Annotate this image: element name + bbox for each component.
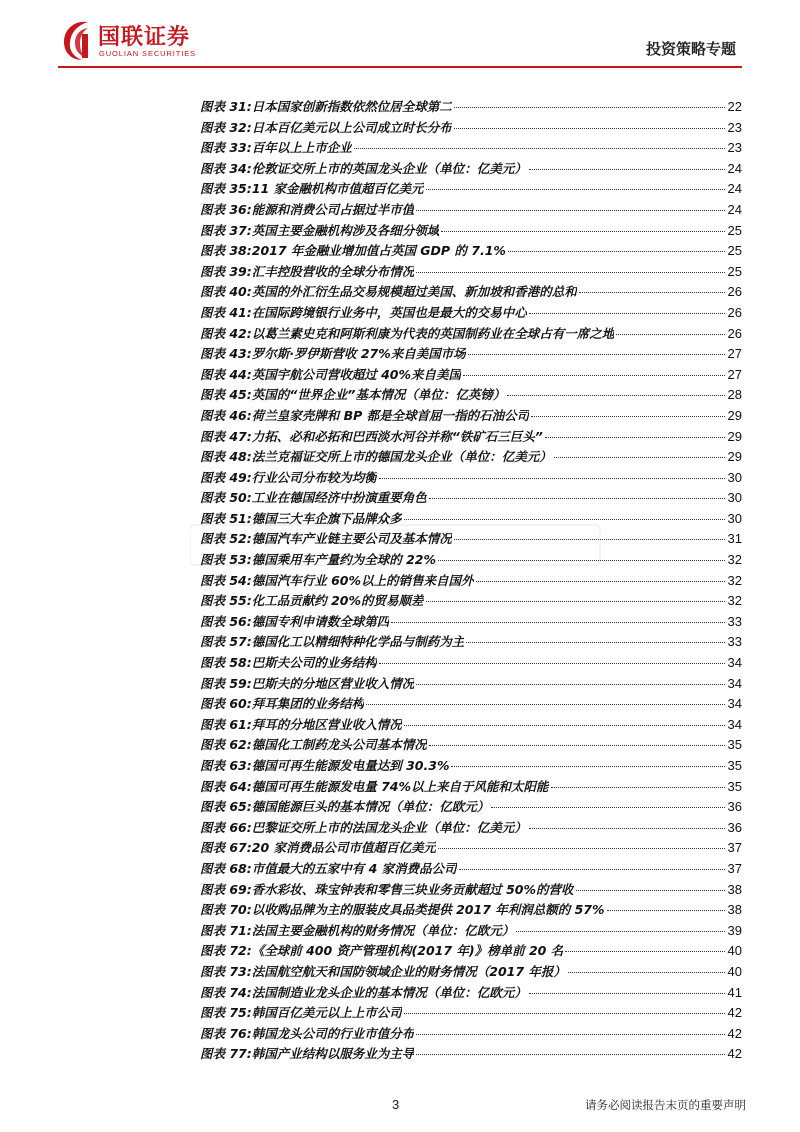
toc-entry-page: 36 (727, 799, 742, 815)
toc-entry[interactable] (200, 694, 742, 715)
toc-entry[interactable] (200, 303, 742, 324)
toc-entry[interactable] (200, 221, 742, 242)
toc-entry-label: 图表 72: (200, 943, 252, 959)
toc-dot-leader (545, 437, 725, 438)
toc-entry[interactable] (200, 427, 742, 448)
toc-entry-page: 32 (727, 572, 742, 588)
toc-entry[interactable] (200, 282, 742, 303)
toc-entry-page: 26 (727, 284, 742, 300)
toc-entry-title: 德国专利申请数全球第四 (251, 613, 390, 629)
toc-dot-leader (554, 457, 725, 458)
toc-entry[interactable] (200, 385, 742, 406)
toc-entry-page: 33 (727, 634, 742, 650)
toc-entry-title: 伦敦证交所上市的英国龙头企业（单位：亿美元） (251, 160, 527, 176)
toc-entry-label: 图表 73: (200, 963, 252, 979)
toc-entry-label: 图表 74: (200, 984, 252, 1000)
toc-entry-label: 图表 32: (200, 119, 252, 135)
toc-entry-page: 40 (727, 963, 742, 979)
toc-entry[interactable] (200, 962, 742, 983)
toc-entry-title: 荷兰皇家壳牌和 BP 都是全球首屈一指的石油公司 (251, 407, 530, 423)
toc-entry-page: 39 (727, 922, 742, 938)
toc-entry-title: 化工品贡献约 20%的贸易顺差 (251, 593, 424, 609)
toc-entry[interactable] (200, 756, 742, 777)
toc-dot-leader (616, 334, 724, 335)
toc-entry[interactable] (200, 200, 742, 221)
toc-entry-label: 图表 71: (200, 922, 252, 938)
toc-entry[interactable] (200, 1024, 742, 1045)
toc-entry-label: 图表 59: (200, 675, 252, 691)
brand-name-cn: 国联证券 (98, 25, 191, 50)
toc-entry-page: 34 (727, 716, 742, 732)
toc-entry[interactable] (200, 241, 742, 262)
toc-entry[interactable] (200, 344, 742, 365)
toc-entry-title: 20 家消费品公司市值超百亿美元 (251, 840, 436, 856)
toc-entry-title: 百年以上上市企业 (251, 140, 352, 156)
toc-entry-page: 40 (727, 943, 742, 959)
toc-entry-label: 图表 47: (200, 428, 252, 444)
toc-entry-label: 图表 70: (200, 902, 252, 918)
toc-dot-leader (529, 993, 725, 994)
toc-entry[interactable] (200, 818, 742, 839)
toc-entry-page: 37 (727, 840, 742, 856)
toc-entry-label: 图表 35: (200, 181, 252, 197)
toc-dot-leader (454, 128, 725, 129)
toc-entry-page: 26 (727, 325, 742, 341)
toc-entry[interactable] (200, 921, 742, 942)
toc-dot-leader (459, 869, 725, 870)
toc-entry-page: 32 (727, 552, 742, 568)
toc-entry-label: 图表 34: (200, 160, 252, 176)
toc-dot-leader (516, 931, 724, 932)
toc-entry-page: 24 (727, 181, 742, 197)
toc-entry-title: 法国航空航天和国防领域企业的财务情况（2017 年报） (251, 963, 566, 979)
toc-entry[interactable] (200, 632, 742, 653)
toc-dot-leader (451, 766, 724, 767)
toc-entry-page: 41 (727, 984, 742, 1000)
toc-entry-title: 德国乘用车产量约为全球的 22% (251, 552, 437, 568)
toc-entry-page: 31 (727, 531, 742, 547)
toc-dot-leader (507, 395, 724, 396)
toc-entry[interactable] (200, 179, 742, 200)
toc-entry-page: 24 (727, 160, 742, 176)
toc-dot-leader (416, 1054, 724, 1055)
header-divider (58, 66, 742, 68)
toc-dot-leader (529, 169, 725, 170)
toc-entry-title: 2017 年金融业增加值占英国 GDP 的 7.1% (251, 243, 506, 259)
toc-entry-label: 图表 52: (200, 531, 252, 547)
company-logo (58, 18, 258, 62)
toc-entry-title: 韩国龙头公司的行业市值分布 (251, 1025, 415, 1041)
toc-entry-title: 法国制造业龙头企业的基本情况（单位：亿欧元） (251, 984, 527, 1000)
toc-entry-title: 英国宇航公司营收超过 40%来自美国 (251, 366, 462, 382)
toc-entry-title: 《全球前 400 资产管理机构(2017 年)》榜单前 20 名 (251, 943, 564, 959)
toc-entry[interactable] (200, 447, 742, 468)
toc-dot-leader (379, 478, 725, 479)
toc-entry-label: 图表 41: (200, 304, 252, 320)
toc-dot-leader (354, 148, 725, 149)
toc-entry-page: 25 (727, 263, 742, 279)
toc-entry[interactable] (200, 509, 742, 530)
toc-entry-label: 图表 56: (200, 613, 252, 629)
toc-entry-label: 图表 64: (200, 778, 252, 794)
toc-entry[interactable] (200, 715, 742, 736)
toc-entry[interactable] (200, 138, 742, 159)
toc-entry[interactable] (200, 1044, 742, 1065)
toc-entry-title: 韩国百亿美元以上上市公司 (251, 1005, 402, 1021)
toc-entry-page: 32 (727, 593, 742, 609)
disclaimer-note: 请务必阅读报告末页的重要声明 (585, 1098, 746, 1112)
toc-dot-leader (366, 704, 724, 705)
toc-dot-leader (454, 107, 725, 108)
guolian-logo-icon (58, 18, 94, 62)
toc-dot-leader (438, 848, 725, 849)
toc-entry-label: 图表 31: (200, 99, 252, 114)
toc-dot-leader (508, 251, 725, 252)
toc-entry[interactable] (200, 406, 742, 427)
toc-entry-label: 图表 37: (200, 222, 252, 238)
toc-entry-title: 德国化工以精细特种化学品与制药为主 (251, 634, 465, 650)
toc-entry-title: 力拓、必和必拓和巴西淡水河谷并称“铁矿石三巨头” (251, 428, 543, 444)
toc-entry-title: 以收购品牌为主的服装皮具品类提供 2017 年利润总额的 57% (251, 902, 605, 918)
toc-entry-page: 34 (727, 655, 742, 671)
toc-entry-page: 42 (727, 1046, 742, 1062)
toc-entry[interactable] (200, 529, 742, 550)
toc-entry-title: 行业公司分布较为均衡 (251, 469, 377, 485)
table-of-figures (200, 97, 742, 1065)
toc-dot-leader (607, 910, 725, 911)
toc-entry-title: 巴黎证交所上市的法国龙头企业（单位：亿美元） (251, 819, 527, 835)
toc-entry[interactable] (200, 488, 742, 509)
toc-dot-leader (529, 313, 725, 314)
toc-dot-leader (576, 890, 725, 891)
toc-entry-label: 图表 65: (200, 799, 252, 815)
toc-entry[interactable] (200, 612, 742, 633)
toc-dot-leader (476, 581, 725, 582)
toc-dot-leader (426, 601, 725, 602)
toc-entry-page: 29 (727, 428, 742, 444)
toc-entry[interactable] (200, 941, 742, 962)
toc-entry-label: 图表 68: (200, 860, 252, 876)
toc-entry-title: 德国可再生能源发电量 74%以上来自于风能和太阳能 (251, 778, 549, 794)
toc-entry-page: 29 (727, 407, 742, 423)
toc-entry-page: 35 (727, 778, 742, 794)
toc-entry-title: 法国主要金融机构的财务情况（单位：亿欧元） (251, 922, 515, 938)
toc-entry-title: 在国际跨境银行业务中，英国也是最大的交易中心 (251, 304, 527, 320)
toc-entry-title: 英国的外汇衍生品交易规模超过美国、新加坡和香港的总和 (251, 284, 577, 300)
toc-entry-page: 30 (727, 469, 742, 485)
toc-dot-leader (404, 1013, 725, 1014)
toc-entry-label: 图表 76: (200, 1025, 252, 1041)
toc-entry-page: 24 (727, 201, 742, 217)
toc-entry-label: 图表 42: (200, 325, 252, 341)
toc-entry-title: 市值最大的五家中有 4 家消费品公司 (251, 860, 457, 876)
toc-entry-page: 35 (727, 737, 742, 753)
toc-entry-label: 图表 60: (200, 696, 252, 712)
toc-entry-label: 图表 67: (200, 840, 252, 856)
toc-entry[interactable] (200, 880, 742, 901)
toc-entry-title: 罗尔斯·罗伊斯营收 27%来自美国市场 (251, 346, 466, 362)
toc-entry[interactable] (200, 118, 742, 139)
toc-dot-leader (579, 292, 725, 293)
toc-dot-leader (454, 539, 725, 540)
toc-dot-leader (379, 663, 725, 664)
toc-entry-title: 韩国产业结构以服务业为主导 (251, 1046, 415, 1062)
toc-dot-leader (416, 684, 724, 685)
toc-entry[interactable] (200, 859, 742, 880)
toc-entry-label: 图表 40: (200, 284, 252, 300)
brand-name-en: GUOLIAN SECURITIES (99, 49, 197, 58)
toc-entry-label: 图表 69: (200, 881, 252, 897)
toc-entry-title: 法兰克福证交所上市的德国龙头企业（单位：亿美元） (251, 449, 552, 465)
toc-entry-title: 香水彩妆、珠宝钟表和零售三块业务贡献超过 50%的营收 (251, 881, 574, 897)
toc-entry-label: 图表 50: (200, 490, 252, 506)
toc-entry-label: 图表 54: (200, 572, 252, 588)
toc-entry-title: 德国化工制药龙头公司基本情况 (251, 737, 427, 753)
toc-entry-title: 英国的“世界企业”基本情况（单位：亿英镑） (251, 387, 506, 403)
toc-entry-title: 英国主要金融机构涉及各细分领域 (251, 222, 440, 238)
toc-dot-leader (416, 210, 724, 211)
toc-entry[interactable] (200, 468, 742, 489)
toc-entry-page: 27 (727, 366, 742, 382)
toc-entry-title: 拜耳的分地区营业收入情况 (251, 716, 402, 732)
toc-entry-page: 28 (727, 387, 742, 403)
toc-entry-page: 25 (727, 243, 742, 259)
toc-entry[interactable] (200, 900, 742, 921)
toc-dot-leader (426, 189, 725, 190)
toc-entry[interactable] (200, 983, 742, 1004)
toc-entry[interactable] (200, 365, 742, 386)
toc-dot-leader (529, 828, 725, 829)
toc-entry-title: 巴斯夫的分地区营业收入情况 (251, 675, 415, 691)
toc-entry[interactable] (200, 571, 742, 592)
toc-entry[interactable] (200, 324, 742, 345)
toc-dot-leader (429, 745, 725, 746)
toc-dot-leader (568, 972, 725, 973)
toc-entry-label: 图表 45: (200, 387, 252, 403)
toc-entry-page: 34 (727, 675, 742, 691)
toc-entry-label: 图表 44: (200, 366, 252, 382)
toc-entry-page: 33 (727, 613, 742, 629)
toc-entry-title: 以葛兰素史克和阿斯利康为代表的英国制药业在全球占有一席之地 (251, 325, 615, 341)
toc-entry-page: 29 (727, 449, 742, 465)
toc-entry-page: 42 (727, 1025, 742, 1041)
toc-entry[interactable] (200, 159, 742, 180)
toc-entry-title: 能源和消费公司占据过半市值 (251, 201, 415, 217)
toc-dot-leader (565, 951, 724, 952)
toc-dot-leader (531, 416, 724, 417)
toc-entry-page: 27 (727, 346, 742, 362)
toc-entry[interactable] (200, 674, 742, 695)
toc-dot-leader (468, 354, 725, 355)
toc-entry-title: 巴斯夫公司的业务结构 (251, 655, 377, 671)
toc-entry-page: 38 (727, 902, 742, 918)
toc-dot-leader (463, 375, 725, 376)
toc-entry-page: 22 (727, 99, 742, 114)
toc-entry-label: 图表 77: (200, 1046, 252, 1062)
toc-entry-page: 30 (727, 490, 742, 506)
toc-entry[interactable] (200, 653, 742, 674)
toc-entry-page: 42 (727, 1005, 742, 1021)
toc-entry-title: 德国三大车企旗下品牌众多 (251, 510, 402, 526)
toc-entry-label: 图表 61: (200, 716, 252, 732)
toc-entry-label: 图表 38: (200, 243, 252, 259)
toc-entry-page: 36 (727, 819, 742, 835)
toc-dot-leader (429, 498, 725, 499)
toc-entry-page: 38 (727, 881, 742, 897)
toc-dot-leader (416, 1034, 724, 1035)
toc-entry[interactable] (200, 97, 742, 118)
toc-entry[interactable] (200, 797, 742, 818)
toc-entry-page: 34 (727, 696, 742, 712)
toc-entry-label: 图表 46: (200, 407, 252, 423)
toc-entry-title: 工业在德国经济中扮演重要角色 (251, 490, 427, 506)
toc-entry-label: 图表 49: (200, 469, 252, 485)
toc-dot-leader (391, 622, 724, 623)
toc-entry-title: 拜耳集团的业务结构 (251, 696, 365, 712)
toc-entry-label: 图表 58: (200, 655, 252, 671)
toc-entry-page: 35 (727, 758, 742, 773)
toc-entry-label: 图表 57: (200, 634, 252, 650)
toc-entry[interactable] (200, 550, 742, 571)
toc-entry[interactable] (200, 735, 742, 756)
toc-entry-label: 图表 43: (200, 346, 252, 362)
toc-entry-label: 图表 63: (200, 758, 252, 773)
toc-entry-title: 德国汽车行业 60%以上的销售来自国外 (251, 572, 474, 588)
toc-entry[interactable] (200, 777, 742, 798)
toc-entry-title: 汇丰控股营收的全球分布情况 (251, 263, 415, 279)
toc-entry-label: 图表 55: (200, 593, 252, 609)
toc-entry-page: 25 (727, 222, 742, 238)
toc-entry[interactable] (200, 1003, 742, 1024)
toc-entry-label: 图表 48: (200, 449, 252, 465)
toc-entry-label: 图表 51: (200, 510, 252, 526)
toc-entry-title: 德国可再生能源发电量达到 30.3% (251, 758, 450, 773)
toc-dot-leader (404, 725, 725, 726)
toc-dot-leader (416, 272, 724, 273)
section-title: 投资策略专题 (645, 40, 736, 58)
toc-entry-page: 37 (727, 860, 742, 876)
toc-entry[interactable] (200, 262, 742, 283)
toc-dot-leader (441, 231, 724, 232)
toc-entry-page: 23 (727, 119, 742, 135)
toc-entry-title: 日本国家创新指数依然位居全球第二 (251, 99, 452, 114)
toc-dot-leader (404, 519, 725, 520)
toc-dot-leader (551, 787, 725, 788)
toc-entry-label: 图表 39: (200, 263, 252, 279)
toc-entry-page: 23 (727, 140, 742, 156)
toc-entry-title: 德国能源巨头的基本情况（单位：亿欧元） (251, 799, 490, 815)
toc-entry-page: 30 (727, 510, 742, 526)
toc-dot-leader (438, 560, 725, 561)
toc-entry-label: 图表 75: (200, 1005, 252, 1021)
toc-entry[interactable] (200, 591, 742, 612)
toc-dot-leader (491, 807, 724, 808)
toc-entry-label: 图表 66: (200, 819, 252, 835)
toc-entry-label: 图表 62: (200, 737, 252, 753)
toc-entry-label: 图表 36: (200, 201, 252, 217)
toc-entry-title: 日本百亿美元以上公司成立时长分布 (251, 119, 452, 135)
toc-entry[interactable] (200, 838, 742, 859)
toc-entry-label: 图表 33: (200, 140, 252, 156)
toc-entry-label: 图表 53: (200, 552, 252, 568)
page-header (0, 0, 800, 80)
toc-entry-title: 11 家金融机构市值超百亿美元 (251, 181, 424, 197)
toc-entry-page: 26 (727, 304, 742, 320)
toc-dot-leader (466, 642, 724, 643)
toc-entry-title: 德国汽车产业链主要公司及基本情况 (251, 531, 452, 547)
page-number: 3 (392, 1097, 400, 1112)
